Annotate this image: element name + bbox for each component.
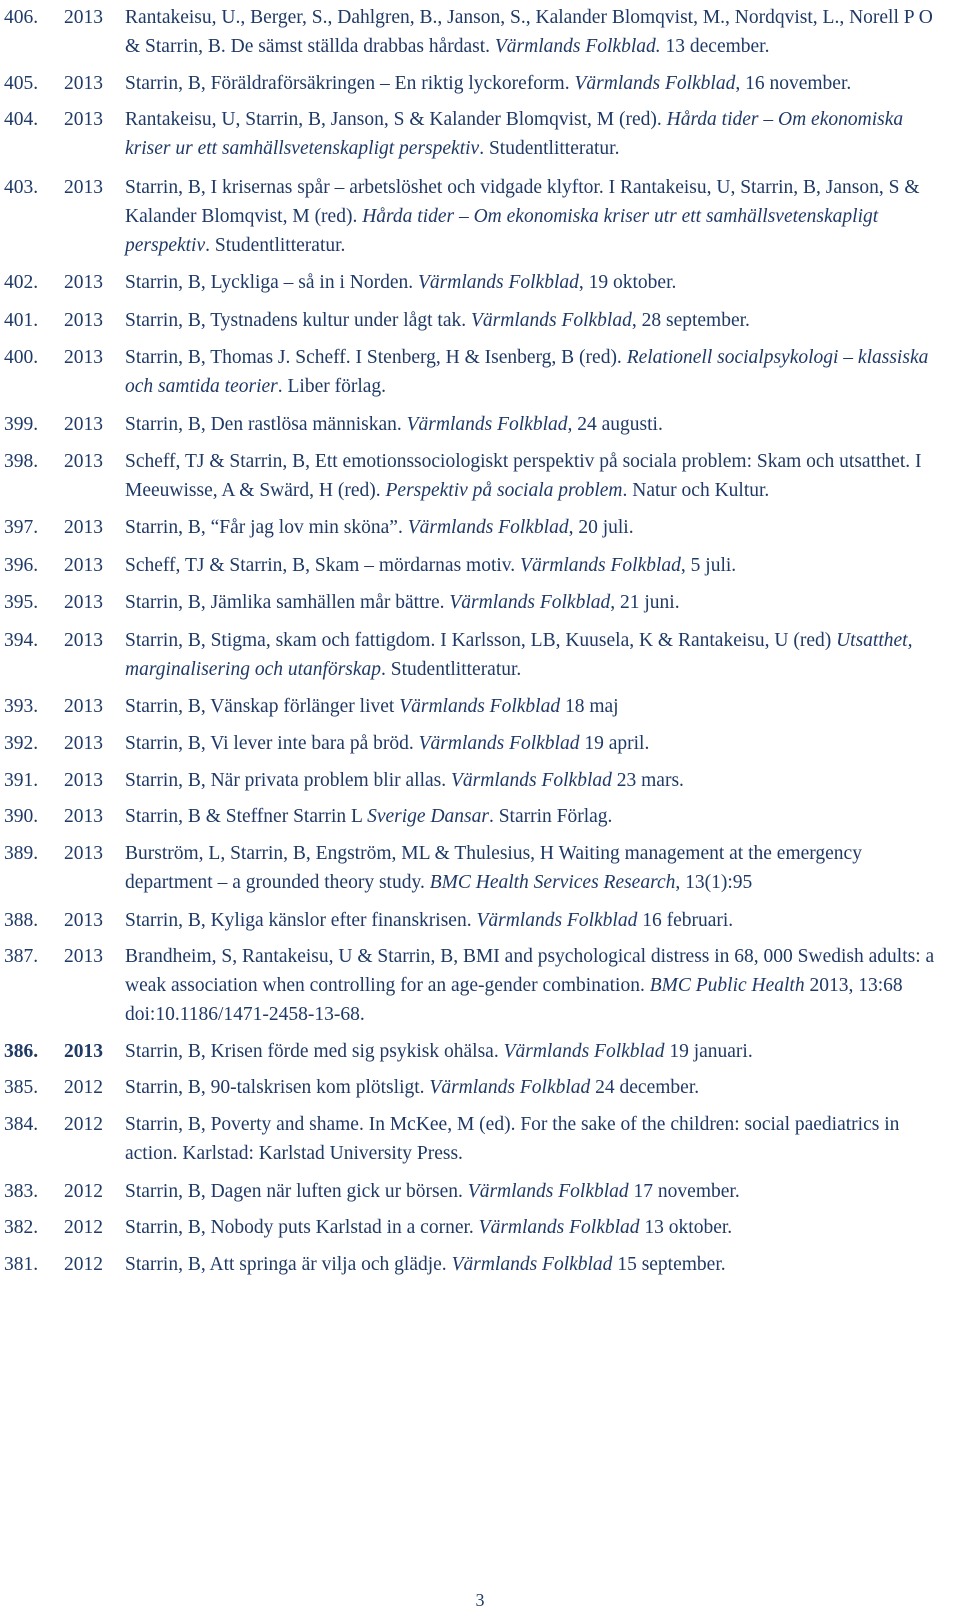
reference-text [125,105,944,163]
page-number: 3 [475,1590,485,1610]
reference-year: 2013 [64,910,103,931]
reference-number: 391. [4,770,39,791]
reference-text-segment: Starrin, B, Nobody puts Karlstad in a corner. [125,1217,479,1238]
reference-text-segment: Starrin, B, “Får jag lov min sköna”. [125,517,408,538]
reference-text-segment: Rantakeisu, U, Starrin, B, Janson, S & Kalander Blomqvist, M (red). [125,109,667,130]
reference-text [125,343,944,401]
reference-text-segment: Starrin, B, Tystnadens kultur under lågt tak. [125,310,471,331]
reference-text-segment: Starrin, B, Krisen förde med sig psykisk ohälsa. [125,1041,504,1062]
reference-list [4,3,944,1279]
reference-number: 403. [4,177,39,198]
reference-text [125,513,944,542]
reference-source-title: Värmlands Folkblad [418,733,580,754]
reference-year: 2013 [64,73,103,94]
reference-text [125,1213,944,1242]
reference-entry [4,306,944,335]
reference-number: 392. [4,733,39,754]
reference-year: 2013 [64,592,103,613]
reference-source-title: Värmlands Folkblad, [406,414,573,435]
reference-year: 2013 [64,347,103,368]
reference-entry [4,802,944,831]
reference-text-segment: , 28 september. [631,310,750,331]
reference-text [125,173,944,260]
reference-number: 402. [4,272,39,293]
reference-entry [4,1177,944,1206]
reference-text-segment: Starrin, B, 90-talskrisen kom plötsligt. [125,1077,430,1098]
reference-source-title: Värmlands Folkblad [418,272,579,293]
reference-number: 400. [4,347,39,368]
reference-entry [4,551,944,580]
reference-year: 2013 [64,177,103,198]
reference-entry [4,1250,944,1279]
reference-year: 2013 [64,451,103,472]
reference-year: 2013 [64,733,103,754]
reference-year: 2013 [64,770,103,791]
reference-entry [4,906,944,935]
reference-text-segment: Starrin, B & Steffner Starrin L [125,806,368,827]
reference-number: 397. [4,517,39,538]
reference-text [125,410,944,439]
reference-text-segment: . Liber förlag. [277,376,387,397]
reference-text-segment: 13 oktober. [639,1217,733,1238]
reference-entry [4,729,944,758]
reference-entry [4,447,944,505]
reference-year: 2013 [64,517,103,538]
reference-number: 396. [4,555,39,576]
reference-number: 386. [4,1041,39,1062]
reference-source-title: BMC Public Health [649,975,805,996]
reference-text-segment: 19 januari. [664,1041,753,1062]
reference-entry [4,69,944,98]
reference-number: 393. [4,696,39,717]
reference-year: 2012 [64,1254,103,1275]
reference-year: 2013 [64,414,103,435]
reference-number: 399. [4,414,39,435]
reference-number: 381. [4,1254,39,1275]
reference-source-title: Värmlands Folkblad [451,770,612,791]
reference-number: 406. [4,7,39,28]
reference-year: 2012 [64,1077,103,1098]
reference-year: 2013 [64,806,103,827]
reference-text-segment: Burström, L, Starrin, B, Engström, ML & Thulesius, H Waiting management at the emergency department – a grounded theory study. [125,843,862,893]
reference-entry [4,105,944,163]
reference-text [125,588,944,617]
reference-source-title: Värmlands Folkblad [520,555,681,576]
reference-entry [4,1037,944,1066]
reference-source-title: Värmlands Folkblad [429,1077,591,1098]
reference-entry [4,1213,944,1242]
reference-number: 382. [4,1217,39,1238]
reference-text-segment: 17 november. [628,1181,740,1202]
reference-text-segment: Starrin, B, Att springa är vilja och glädje. [125,1254,452,1275]
reference-year: 2012 [64,1181,103,1202]
reference-text-segment: , 5 juli. [680,555,737,576]
reference-text-segment: Starrin, B, Lyckliga – så in i Norden. [125,272,418,293]
reference-text-segment: Brandheim, S, Rantakeisu, U & Starrin, B, BMI and psychological distress in 68, 000 Swedish adults: a weak association when controlling for an age-gender combination. [125,946,935,996]
reference-number: 385. [4,1077,39,1098]
reference-source-title: Värmlands Folkblad [476,910,638,931]
reference-source-title: Utsatthet, marginalisering och utanförskap [125,630,913,680]
reference-number: 383. [4,1181,39,1202]
reference-entry [4,410,944,439]
reference-text-segment: 2013, 13:68 doi:10.1186/1471-2458-13-68. [125,975,903,1025]
reference-number: 395. [4,592,39,613]
reference-text-segment: . Studentlitteratur. [381,659,522,680]
reference-text-segment: , 13(1):95 [675,872,753,893]
reference-text-segment: Starrin, B, Poverty and shame. In McKee, M (ed). For the sake of the children: social paediatrics in action. Karlstad: Karlstad University Press. [125,1114,900,1164]
reference-text [125,802,944,831]
reference-number: 389. [4,843,39,864]
reference-entry [4,1073,944,1102]
reference-year: 2013 [64,1041,103,1062]
reference-source-title: Värmlands Folkblad [467,1181,629,1202]
reference-text-segment: Starrin, B, Vi lever inte bara på bröd. [125,733,419,754]
reference-text [125,551,944,580]
reference-source-title: Hårda tider – Om ekonomiska kriser ur ett samhällsvetenskapligt perspektiv [125,109,904,159]
reference-text [125,1037,944,1066]
reference-year: 2013 [64,555,103,576]
reference-text-segment: Starrin, B, Den rastlösa människan. [125,414,407,435]
reference-text-segment: , 19 oktober. [578,272,677,293]
reference-text [125,729,944,758]
reference-text-segment: 23 mars. [611,770,684,791]
reference-source-title: Värmlands Folkblad [574,73,736,94]
reference-entry [4,513,944,542]
reference-year: 2012 [64,1114,103,1135]
reference-source-title: Värmlands Folkblad [478,1217,640,1238]
reference-year: 2013 [64,696,103,717]
reference-entry [4,173,944,260]
reference-text [125,1110,944,1168]
reference-number: 405. [4,73,39,94]
reference-text-segment: 19 april. [579,733,650,754]
reference-text [125,306,944,335]
reference-number: 394. [4,630,39,651]
reference-text [125,626,944,684]
reference-text-segment: . Starrin Förlag. [488,806,613,827]
reference-source-title: Sverige Dansar [367,806,489,827]
reference-source-title: Värmlands Folkblad [407,517,569,538]
reference-year: 2013 [64,946,103,967]
reference-text-segment: Starrin, B, I krisernas spår – arbetslöshet och vidgade klyftor. I Rantakeisu, U, Starrin, B, Janson, S & Kalander Blomqvist, M (red). [125,177,920,227]
reference-text-segment: . Studentlitteratur. [479,138,620,159]
reference-text-segment: Rantakeisu, U., Berger, S., Dahlgren, B., Janson, S., Kalander Blomqvist, M., Nordqvist, L., Norell P O & Starrin, B. De sämst ställda drabbas hårdast. [125,7,933,57]
reference-text [125,839,944,897]
reference-entry [4,692,944,721]
reference-entry [4,343,944,401]
reference-text [125,3,944,61]
reference-source-title: Värmlands Folkblad [470,310,632,331]
reference-year: 2013 [64,843,103,864]
reference-source-title: Värmlands Folkblad [399,696,561,717]
reference-number: 404. [4,109,39,130]
reference-text [125,942,944,1029]
reference-text-segment: , 16 november. [735,73,852,94]
reference-text-segment: , 21 juni. [610,592,680,613]
reference-year: 2013 [64,630,103,651]
reference-text [125,906,944,935]
reference-number: 390. [4,806,39,827]
reference-source-title: Relationell socialpsykologi – klassiska och samtida teorier [125,347,929,397]
reference-entry [4,588,944,617]
reference-text-segment: Starrin, B, Dagen när luften gick ur börsen. [125,1181,468,1202]
reference-text-segment: 24 december. [590,1077,700,1098]
reference-source-title: Värmlands Folkblad [503,1041,665,1062]
reference-number: 398. [4,451,39,472]
reference-source-title: Värmlands Folkblad [449,592,611,613]
reference-text-segment: Starrin, B, Föräldraförsäkringen – En riktig lyckoreform. [125,73,575,94]
reference-text-segment: Starrin, B, När privata problem blir allas. [125,770,451,791]
reference-source-title: Perspektiv på sociala problem [385,480,623,501]
reference-entry [4,1110,944,1168]
reference-text-segment: 13 december. [660,36,770,57]
reference-entry [4,268,944,297]
reference-text [125,692,944,721]
reference-text-segment: Starrin, B, Kyliga känslor efter finanskrisen. [125,910,477,931]
reference-year: 2012 [64,1217,103,1238]
reference-text-segment: 16 februari. [637,910,734,931]
reference-text-segment: Starrin, B, Jämlika samhällen mår bättre. [125,592,450,613]
reference-text [125,1250,944,1279]
reference-text-segment: 15 september. [612,1254,726,1275]
reference-text [125,1177,944,1206]
reference-entry [4,839,944,897]
reference-source-title: BMC Health Services Research [429,872,676,893]
reference-text-segment: Scheff, TJ & Starrin, B, Skam – mördarnas motiv. [125,555,521,576]
reference-text [125,268,944,297]
reference-text [125,447,944,505]
reference-text-segment: , 20 juli. [568,517,634,538]
reference-number: 384. [4,1114,39,1135]
reference-text-segment: . Natur och Kultur. [622,480,770,501]
reference-text-segment: Starrin, B, Thomas J. Scheff. I Stenberg, H & Isenberg, B (red). [125,347,627,368]
reference-text-segment: Starrin, B, Stigma, skam och fattigdom. I Karlsson, LB, Kuusela, K & Rantakeisu, U (red) [125,630,837,651]
reference-text [125,766,944,795]
reference-source-title: Värmlands Folkblad. [494,36,661,57]
reference-number: 388. [4,910,39,931]
reference-source-title: Hårda tider – Om ekonomiska kriser utr ett samhällsvetenskapligt perspektiv [125,206,879,256]
reference-number: 387. [4,946,39,967]
reference-year: 2013 [64,272,103,293]
reference-entry [4,766,944,795]
reference-entry [4,942,944,1029]
reference-number: 401. [4,310,39,331]
reference-year: 2013 [64,109,103,130]
reference-text-segment: 18 maj [560,696,619,717]
reference-year: 2013 [64,310,103,331]
reference-text-segment: 24 augusti. [572,414,663,435]
reference-text [125,69,944,98]
reference-text [125,1073,944,1102]
reference-year: 2013 [64,7,103,28]
reference-text-segment: . Studentlitteratur. [205,235,346,256]
reference-entry [4,626,944,684]
reference-source-title: Värmlands Folkblad [451,1254,613,1275]
reference-text-segment: Scheff, TJ & Starrin, B, Ett emotionssociologiskt perspektiv på sociala problem: Skam och utsatthet. I Meeuwisse, A & Swärd, H (red). [125,451,922,501]
reference-text-segment: Starrin, B, Vänskap förlänger livet [125,696,400,717]
reference-entry [4,3,944,61]
